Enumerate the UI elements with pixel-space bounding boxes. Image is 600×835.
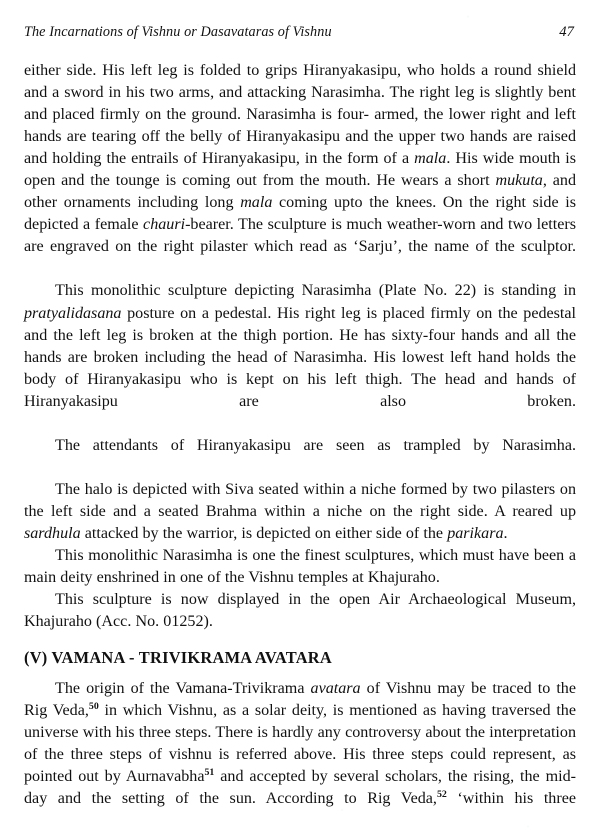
footnote-marker-51: 51 <box>204 767 215 779</box>
page-text-column <box>24 24 576 833</box>
footnote-marker-50: 50 <box>88 701 99 713</box>
paragraph-museum-display <box>24 589 576 633</box>
text-run: The origin of the Vamana-Trivikrama <box>55 680 311 698</box>
term-pratyalidasana: pratyalidasana <box>24 304 122 322</box>
text-run: The attendants of Hiranyakasipu are seen as trampled by Narasimha. <box>55 436 576 454</box>
paragraph-attendants <box>24 435 576 479</box>
text-run: . His wide mouth is open and the tounge is coming out from the mouth. He wears a short <box>24 150 576 190</box>
paragraph-monolithic-sculpture <box>24 280 576 434</box>
text-run: and accepted by several scholars, the rising, the mid-day and the setting of the sun. According to Rig Veda, <box>24 768 576 808</box>
text-run: The halo is depicted with Siva seated within a niche formed by two pilasters on the left side and a seated Brahma within a niche on the right side. A reared up <box>24 480 576 520</box>
page-number: 47 <box>559 24 574 40</box>
term-mala: mala <box>414 150 447 168</box>
running-head-title: The Incarnations of Vishnu or Dasavataras of Vishnu <box>24 24 332 40</box>
text-run: ‘within his three <box>446 790 576 808</box>
paragraph-narasimha-description <box>24 60 576 280</box>
text-run: . <box>503 524 508 542</box>
text-run: of Vishnu may be traced to the Rig Veda, <box>24 680 576 720</box>
term-sardhula: sardhula <box>24 524 81 542</box>
heading-spacer-below <box>24 669 576 678</box>
text-run: This sculpture is now displayed in the open Air Archaeological Museum, Khajuraho (Acc. No. 01252). <box>24 591 576 631</box>
term-parikara: parikara <box>447 524 504 542</box>
term-avatara: avatara <box>310 680 361 698</box>
paragraph-finest-sculpture <box>24 545 576 589</box>
text-run: in which Vishnu, as a solar deity, is mentioned as having traversed the universe with his three steps. There is hardly any controversy about the interpretation of the three steps of vishnu is referred above. His three steps could represent, as pointed out by Aurnavabha <box>24 702 576 786</box>
paragraph-vamana-origin <box>24 678 576 832</box>
term-chauri: chauri <box>143 216 186 234</box>
text-run: , and other ornaments including long <box>24 172 576 212</box>
text-run: This monolithic Narasimha is one the finest sculptures, which must have been a main deity enshrined in one of the Vishnu temples at Khajuraho. <box>24 547 576 587</box>
paragraph-halo <box>24 479 576 545</box>
text-run: coming upto the knees. On the right side is depicted a female <box>24 194 576 234</box>
footnote-marker-52: 52 <box>436 789 447 801</box>
term-mala-2: mala <box>240 194 273 212</box>
term-mukuta: mukuta <box>495 172 543 190</box>
text-run: This monolithic sculpture depicting Narasimha (Plate No. 22) is standing in <box>55 282 576 300</box>
heading-spacer-above <box>24 633 576 647</box>
text-run: either side. His left leg is folded to grips Hiranyakasipu, who holds a round shield and a sword in his two arms, and attacking Narasimha. The right leg is slightly bent and placed firmly on the ground. Narasimha is four- armed, the lower right and left hands are tearing off the belly of Hiranyakasipu and the upper two hands are raised and holding the entrails of Hiranyakasipu, in the form of a <box>24 62 576 168</box>
text-run: attacked by the warrior, is depicted on either side of the <box>80 524 448 542</box>
text-run: -bearer. The sculpture is much weather-worn and two letters are engraved on the right pilaster which read as ‘Sarju’, the name of the sculptor. <box>24 216 576 256</box>
running-head <box>24 24 576 43</box>
text-run: posture on a pedestal. His right leg is placed firmly on the pedestal and the left leg is broken at the thigh portion. He has sixty-four hands and all the hands are broken including the head of Narasimha. His lowest left hand holds the body of Hiranyakasipu who is kept on his left thigh. The head and hands of Hiranyakasipu are also broken. <box>24 304 576 410</box>
section-heading-vamana-trivikrama: (V) VAMANA - TRIVIKRAMA AVATARA <box>24 648 332 668</box>
